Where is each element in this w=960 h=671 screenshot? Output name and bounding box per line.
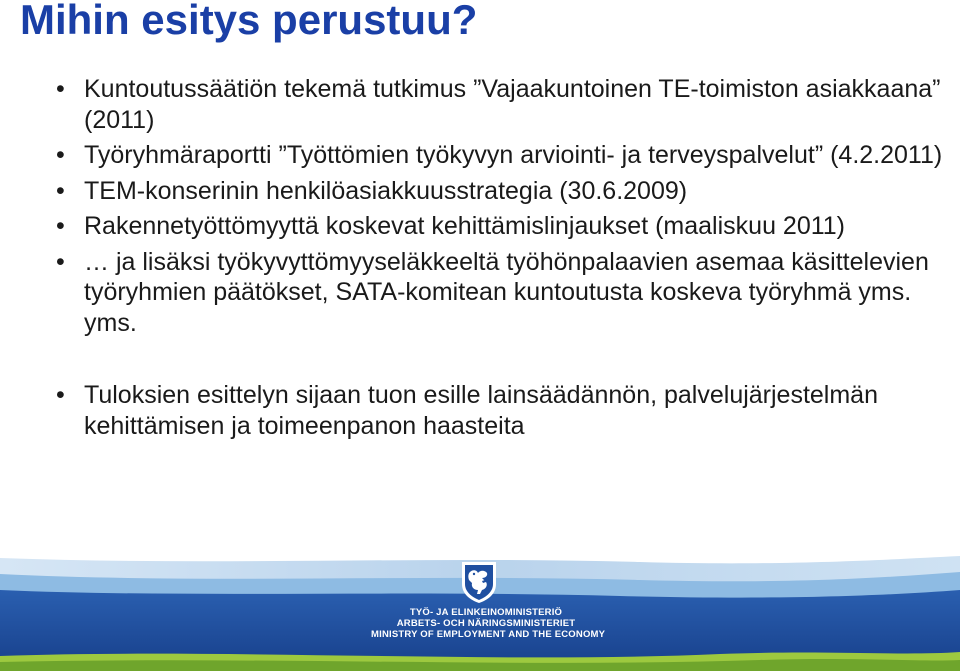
bullet-item bbox=[52, 176, 952, 207]
bullet-text: TEM-konserinin henkilöasiakkuusstrategia (30.6.2009) bbox=[84, 176, 688, 205]
ministry-name-sv: ARBETS- OCH NÄRINGSMINISTERIET bbox=[396, 618, 576, 629]
bullet-dot: • bbox=[56, 176, 65, 205]
bullet-item bbox=[52, 211, 952, 242]
bullet-text: Kuntoutussäätiön tekemä tutkimus ”Vajaakuntoinen TE-toimiston asiakkaana” (2011) bbox=[84, 75, 941, 134]
bullet-text: Tuloksien esittelyn sijaan tuon esille lainsäädännön, palvelujärjestelmän kehittämisen ja toimeenpanon haasteita bbox=[84, 381, 878, 440]
bullet-list bbox=[52, 74, 952, 446]
ministry-name-en: MINISTRY OF EMPLOYMENT AND THE ECONOMY bbox=[371, 629, 606, 640]
bullet-dot: • bbox=[56, 381, 65, 409]
finnish-lion-crest-icon bbox=[458, 560, 500, 604]
ministry-name-fi: TYÖ- JA ELINKEINOMINISTERIÖ bbox=[409, 607, 563, 618]
bullet-text: Työryhmäraportti ”Työttömien työkyvyn arviointi- ja terveyspalvelut” (4.2.2011) bbox=[84, 141, 943, 169]
bullet-item bbox=[52, 140, 952, 171]
bullet-text: … ja lisäksi työkyvyttömyyseläkkeeltä työhönpalaavien asemaa käsittelevien työryhmien päätökset, SATA-komitean kuntoutusta koskeva työryhmä yms. yms. bbox=[84, 247, 929, 337]
bullet-item bbox=[52, 247, 952, 339]
page-title: Mihin esitys perustuu? bbox=[20, 0, 478, 43]
bullet-dot: • bbox=[56, 141, 65, 169]
bullet-item bbox=[52, 74, 952, 135]
bullet-dot: • bbox=[56, 212, 65, 240]
bullet-item bbox=[52, 380, 952, 441]
bullet-dot: • bbox=[56, 247, 65, 276]
bullet-text: Rakennetyöttömyyttä koskevat kehittämislinjaukset (maaliskuu 2011) bbox=[84, 212, 845, 240]
bullet-dot: • bbox=[56, 75, 65, 103]
